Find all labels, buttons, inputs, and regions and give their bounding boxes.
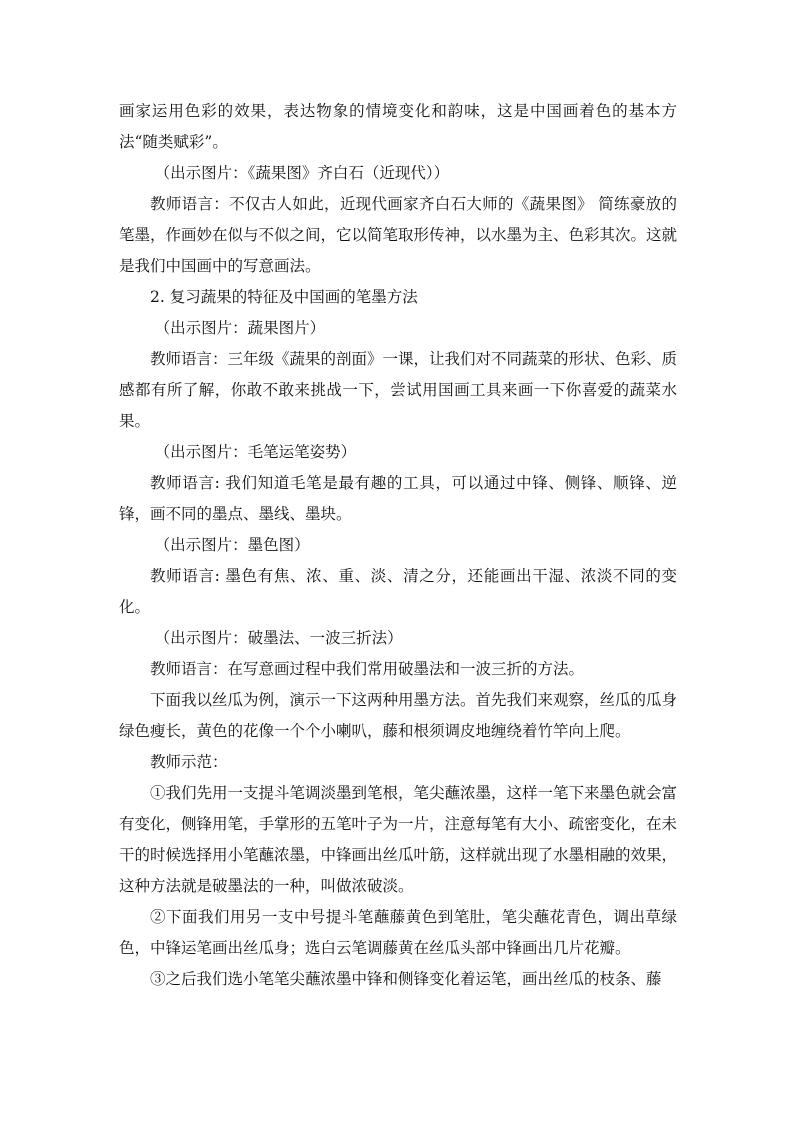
paragraph-loofah-observation: 下面我以丝瓜为例，演示一下这两种用墨方法。首先我们来观察，丝瓜的瓜身绿色瘦长，黄色的花像一个个小喇叭，藤和根须调皮地缠绕着竹竿向上爬。	[119, 691, 678, 740]
paragraph-image-note-ink-color: （出示图片：墨色图）	[154, 536, 310, 554]
paragraph-image-note-pomo: （出示图片：破墨法、一波三折法）	[154, 629, 403, 647]
document-body	[119, 96, 677, 995]
paragraph-teacher-speech-section: 教师语言：三年级《蔬果的剖面》一课，让我们对不同蔬菜的形状、色彩、质感都有所了解，你敢不敢来挑战一下，尝试用国画工具来画一下你喜爱的蔬菜水果。	[119, 350, 678, 430]
paragraph-teacher-speech-brush: 教师语言: 我们知道毛笔是最有趣的工具，可以通过中锋、侧锋、顺锋、逆锋，画不同的墨点、墨线、墨块。	[119, 474, 677, 523]
paragraph-teacher-speech-pomo: 教师语言：在写意画过程中我们常用破墨法和一波三折的方法。	[150, 660, 585, 678]
paragraph-teacher-speech-ink: 教师语言: 墨色有焦、浓、重、淡、清之分，还能画出干湿、浓淡不同的变化。	[119, 567, 677, 616]
paragraph-demo-step-2: ②下面我们用另一支中号提斗笔蘸藤黄色到笔肚，笔尖蘸花青色，调出草绿色，中锋运笔画出丝瓜身；选白云笔调藤黄在丝瓜头部中锋画出几片花瓣。	[119, 908, 677, 957]
section-heading-review: 2. 复习蔬果的特征及中国画的笔墨方法	[150, 288, 418, 306]
paragraph-suilei-fucai: 画家运用色彩的效果，表达物象的情境变化和韵味，这是中国画着色的基本方法“随类赋彩”。	[119, 102, 677, 151]
paragraph-demo-step-3: ③之后我们选小笔笔尖蘸浓墨中锋和侧锋变化着运笔，画出丝瓜的枝条、藤	[150, 970, 662, 988]
paragraph-teacher-speech-qibaishi: 教师语言：不仅古人如此，近现代画家齐白石大师的《蔬果图》 简练豪放的笔墨，作画妙在似与不似之间，它以简笔取形传神，以水墨为主、色彩其次。这就是我们中国画中的写意画法。	[119, 195, 678, 275]
paragraph-image-note-brush-posture: （出示图片：毛笔运笔姿势）	[154, 443, 357, 461]
paragraph-demo-step-1: ①我们先用一支提斗笔调淡墨到笔根，笔尖蘸浓墨，这样一笔下来墨色就会富有变化，侧锋用笔，手掌形的五笔叶子为一片，注意每笔有大小、疏密变化，在未干的时候选择用小笔蘸浓墨，中锋画出丝瓜叶筋，这样就出现了水墨相融的效果，这种方法就是破墨法的一种，叫做浓破淡。	[119, 784, 678, 895]
paragraph-image-note-shuguotu: （出示图片：《蔬果图》齐白石（近现代））	[154, 164, 450, 182]
paragraph-teacher-demo-label: 教师示范：	[150, 753, 228, 771]
paragraph-image-note-vegetables: （出示图片：蔬果图片）	[154, 319, 326, 337]
